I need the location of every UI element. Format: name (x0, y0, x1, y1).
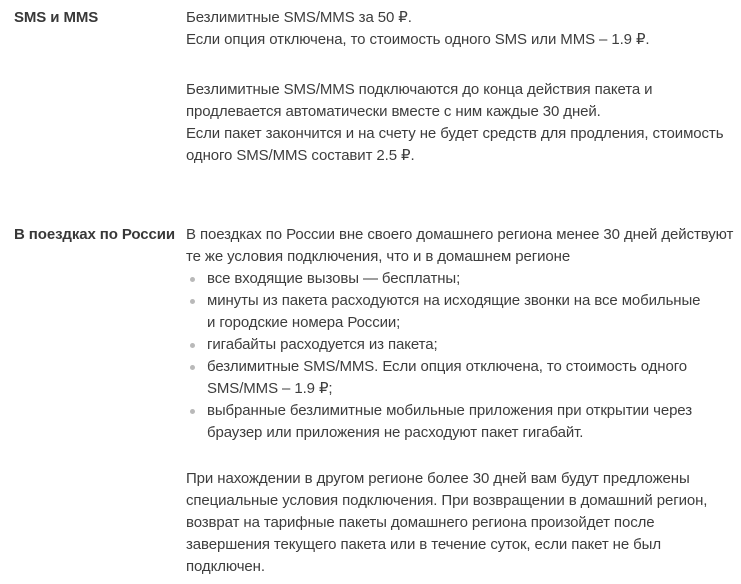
list-item (186, 290, 733, 334)
bullet-icon (190, 299, 195, 304)
text-line: Безлимитные SMS/MMS подключаются до конца действия пакета и (186, 81, 653, 98)
section-body-column (186, 224, 741, 578)
outro-paragraph (186, 468, 733, 578)
bullet-icon (190, 409, 195, 414)
bullet-icon (190, 343, 195, 348)
paragraph (186, 79, 733, 167)
section-title: SMS и MMS (14, 9, 99, 26)
list-item (186, 334, 733, 356)
text-line: возврат на тарифные пакеты домашнего региона произойдет после (186, 514, 655, 531)
text-line: продлевается автоматически вместе с ним каждые 30 дней. (186, 103, 601, 120)
text-line: минуты из пакета расходуются на исходящие звонки на все мобильные (207, 292, 701, 309)
text-line: подключен. (186, 558, 265, 575)
section-title: В поездках по России (14, 226, 176, 243)
text-line: те же условия подключения, что и в домашнем регионе (186, 248, 571, 265)
list-item (186, 356, 733, 400)
text-line: специальные условия подключения. При возвращении в домашний регион, (186, 492, 708, 509)
bullet-icon (190, 277, 195, 282)
paragraph (186, 7, 733, 51)
conditions-list (186, 268, 733, 444)
text-line: и городские номера России; (207, 314, 401, 331)
text-line: Безлимитные SMS/MMS за 50 ₽. (186, 9, 412, 26)
list-item (186, 400, 733, 444)
text-line: одного SMS/MMS составит 2.5 ₽. (186, 147, 415, 164)
text-line: выбранные безлимитные мобильные приложения при открытии через (207, 402, 692, 419)
text-line: В поездках по России вне своего домашнего региона менее 30 дней действуют (186, 226, 734, 243)
text-line: SMS/MMS – 1.9 ₽; (207, 380, 333, 397)
text-line: гигабайты расходуется из пакета; (207, 336, 438, 353)
text-line: завершения текущего пакета или в течение суток, если пакет не был (186, 536, 661, 553)
intro-paragraph (186, 224, 733, 268)
section-label-column (0, 7, 186, 29)
section-sms-mms (0, 7, 741, 167)
text-line: безлимитные SMS/MMS. Если опция отключена, то стоимость одного (207, 358, 687, 375)
list-item (186, 268, 733, 290)
text-line: При нахождении в другом регионе более 30 дней вам будут предложены (186, 470, 690, 487)
text-line: Если опция отключена, то стоимость одного SMS или MMS – 1.9 ₽. (186, 31, 650, 48)
text-line: браузер или приложения не расходуют пакет гигабайт. (207, 424, 584, 441)
text-line: все входящие вызовы — бесплатны; (207, 270, 461, 287)
section-travel-russia (0, 224, 741, 578)
bullet-icon (190, 365, 195, 370)
section-body-column (186, 7, 741, 167)
section-label-column (0, 224, 186, 246)
text-line: Если пакет закончится и на счету не будет средств для продления, стоимость (186, 125, 724, 142)
